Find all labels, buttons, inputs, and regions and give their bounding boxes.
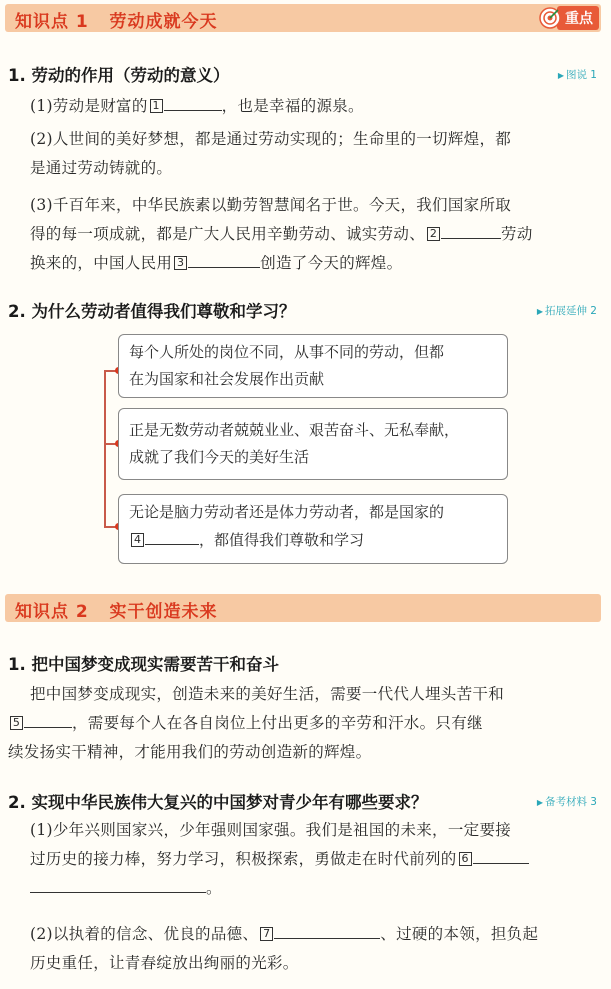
text: ，需要每个人在各自岗位上付出更多的辛劳和汗水。只有继 xyxy=(72,714,483,732)
text-line: 成就了我们今天的美好生活 xyxy=(129,448,310,466)
reason-box xyxy=(118,408,508,480)
blank-number: 7 xyxy=(260,927,273,941)
paragraph xyxy=(30,920,590,978)
answer-blank xyxy=(441,220,501,239)
text-line: 每个人所处的岗位不同，从事不同的劳动，但都 xyxy=(129,343,445,361)
text-line xyxy=(30,92,590,121)
text-line xyxy=(129,526,497,554)
triangle-icon: ▶ xyxy=(536,798,543,807)
blank-number: 1 xyxy=(150,99,163,113)
text: 过历史的接力棒，努力学习，积极探索，勇做走在时代前列的 xyxy=(30,850,457,868)
text-line: (2)人世间的美好梦想，都是通过劳动实现的；生命里的一切辉煌，都 xyxy=(30,130,512,148)
text-line: 无论是脑力劳动者还是体力劳动者，都是国家的 xyxy=(129,503,445,521)
text: ，都值得我们尊敬和学习 xyxy=(199,531,365,549)
text: 创造了今天的辉煌。 xyxy=(260,254,403,272)
blank-number: 4 xyxy=(131,533,144,547)
blank-number: 3 xyxy=(174,256,187,270)
section-header-1 xyxy=(5,4,601,32)
text: ，也是幸福的源泉。 xyxy=(221,97,364,115)
paragraph xyxy=(30,92,590,121)
reason-box xyxy=(118,334,508,398)
triangle-icon: ▶ xyxy=(536,307,543,316)
text-line: 把中国梦变成现实，创造未来的美好生活，需要一代代人埋头苦干和 xyxy=(30,685,505,703)
text-line xyxy=(30,874,590,903)
text: 。 xyxy=(206,879,222,897)
text-line xyxy=(30,845,590,874)
text-line xyxy=(30,249,590,278)
text: 、过硬的本领，担负起 xyxy=(380,925,539,943)
reference-label: 图说 1 xyxy=(565,69,597,81)
question-heading: 1. 把中国梦变成现实需要苦干和奋斗 xyxy=(8,655,279,674)
section-title: 知识点 1 劳动成就今天 xyxy=(15,12,218,32)
text-line xyxy=(8,709,590,738)
answer-blank xyxy=(145,526,199,545)
paragraph xyxy=(8,680,590,767)
key-point-badge xyxy=(539,6,599,30)
target-icon xyxy=(539,7,561,29)
paragraph xyxy=(30,191,590,278)
answer-blank xyxy=(274,920,380,939)
answer-blank xyxy=(24,709,72,728)
reference-label: 拓展延伸 2 xyxy=(544,305,597,317)
paragraph xyxy=(30,125,590,183)
text-line: 续发扬实干精神，才能用我们的劳动创造新的辉煌。 xyxy=(8,743,372,761)
reference-tag xyxy=(537,303,597,318)
badge-label: 重点 xyxy=(557,6,599,30)
question-heading: 2. 实现中华民族伟大复兴的中国梦对青少年有哪些要求？ xyxy=(8,793,428,812)
text-line xyxy=(30,920,590,949)
text-line: (1)少年兴则国家兴，少年强则国家强。我们是祖国的未来，一定要接 xyxy=(30,821,512,839)
answer-blank xyxy=(30,874,206,893)
triangle-icon: ▶ xyxy=(557,71,564,80)
text-line: 在为国家和社会发展作出贡献 xyxy=(129,370,325,388)
text: 得的每一项成就，都是广大人民用辛勤劳动、诚实劳动、 xyxy=(30,225,426,243)
text: 劳动 xyxy=(501,225,533,243)
blank-number: 5 xyxy=(10,716,23,730)
reference-tag xyxy=(537,794,597,809)
text-line: 历史重任，让青春绽放出绚丽的光彩。 xyxy=(30,954,299,972)
bracket-line xyxy=(104,370,106,528)
text: 换来的，中国人民用 xyxy=(30,254,173,272)
text-line: (3)千百年来，中华民族素以勤劳智慧闻名于世。今天，我们国家所取 xyxy=(30,196,512,214)
question-heading: 2. 为什么劳动者值得我们尊敬和学习？ xyxy=(8,302,296,321)
blank-number: 6 xyxy=(459,852,472,866)
reason-box xyxy=(118,494,508,564)
paragraph xyxy=(30,816,590,903)
answer-blank xyxy=(188,249,260,268)
question-heading: 1. 劳动的作用（劳动的意义） xyxy=(8,66,230,85)
section-header-2 xyxy=(5,594,601,622)
blank-number: 2 xyxy=(427,227,440,241)
section-title: 知识点 2 实干创造未来 xyxy=(15,602,218,622)
reference-tag xyxy=(558,67,597,82)
answer-blank xyxy=(473,845,529,864)
reference-label: 备考材料 3 xyxy=(544,796,597,808)
text: (1)劳动是财富的 xyxy=(30,97,148,115)
text-line: 正是无数劳动者兢兢业业、艰苦奋斗、无私奉献， xyxy=(129,421,460,439)
text: (2)以执着的信念、优良的品德、 xyxy=(30,925,259,943)
text-line xyxy=(30,220,590,249)
answer-blank xyxy=(164,92,222,111)
text-line: 是通过劳动铸就的。 xyxy=(30,159,173,177)
